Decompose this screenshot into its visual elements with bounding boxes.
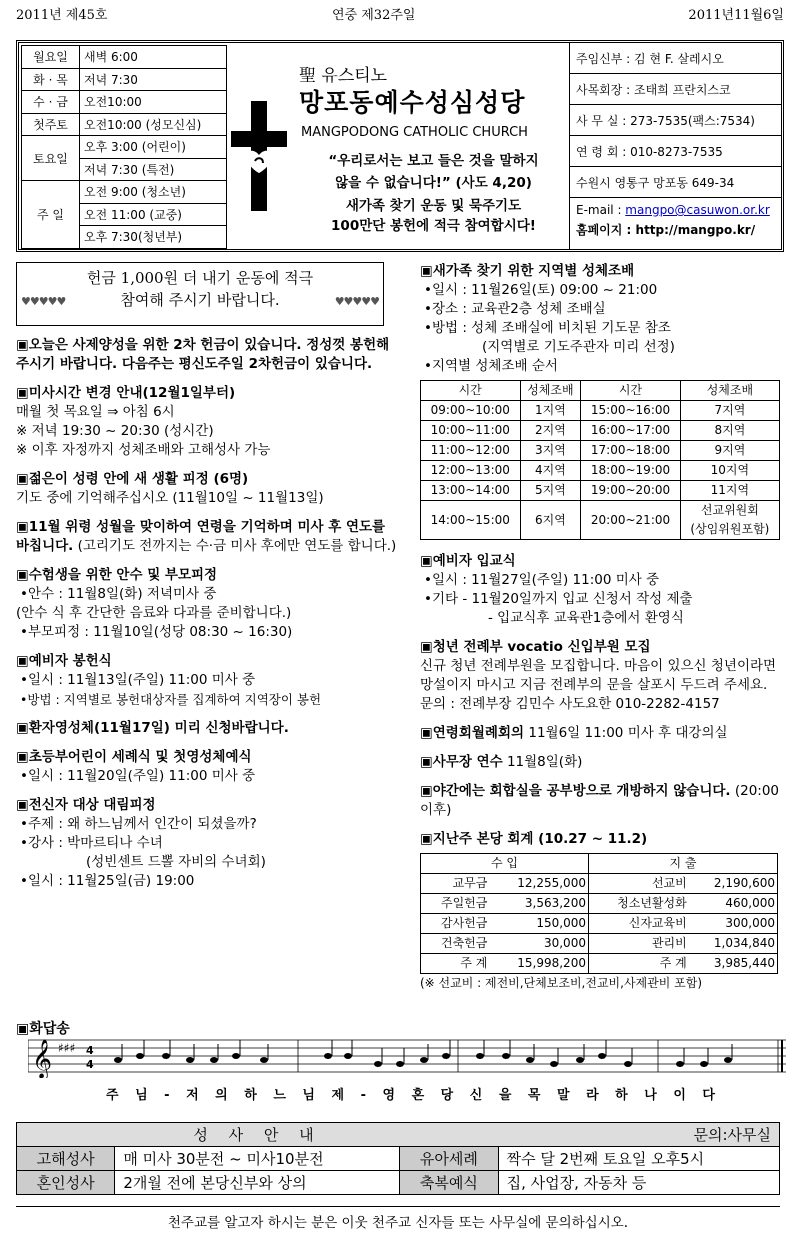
key-signature-icon: ♯♯♯	[58, 1041, 76, 1055]
church-info	[569, 43, 781, 249]
church-patron: 聖 유스티노	[299, 66, 388, 86]
music-note	[374, 1061, 382, 1067]
notice-second-collection	[16, 336, 400, 374]
schedule-time: 오전 9:00 (청소년)	[80, 181, 227, 204]
notice-mass-time-change	[16, 384, 400, 460]
notice-line: 신규 청년 전례부원을 모집합니다. 마음이 있으신 청년이라면 망설이지 마시고 지금 전례부의 문을 살포시 두드려 주세요.	[420, 658, 777, 693]
notice-line: 기도 중에 기억해주십시오 (11월10일 ~ 11월13일)	[16, 490, 324, 506]
time-signature-icon: 4	[86, 1044, 94, 1057]
schedule-day: 수 · 금	[22, 91, 80, 114]
table-header: 지 출	[588, 854, 777, 874]
table-cell: 2,190,600	[689, 874, 778, 894]
table-cell: 2지역	[520, 421, 581, 441]
music-note	[598, 1053, 606, 1059]
notice-accounting	[420, 830, 790, 993]
notice-office-training	[420, 753, 790, 772]
music-note	[344, 1053, 352, 1059]
mass-schedule	[21, 45, 227, 249]
table-cell: 주 계	[588, 954, 688, 974]
table-cell: 20:00~21:00	[581, 501, 681, 540]
office-phone: 사 무 실 : 273-7535(팩스:7534)	[570, 105, 781, 136]
music-note	[502, 1053, 510, 1059]
table-cell: 460,000	[689, 894, 778, 914]
table-cell: 7지역	[680, 401, 779, 421]
notice-heading: ▣ 미사시간 변경 안내(12월1일부터)	[16, 384, 400, 403]
top-bar	[16, 4, 784, 32]
schedule-time: 오후 7:30(청년부)	[80, 226, 227, 249]
notice-heading: ▣ 환자영성체(11월17일) 미리 신청바랍니다.	[16, 719, 400, 738]
notice-line: • 안수 : 11월8일(화) 저녁미사 중	[16, 585, 400, 604]
music-note	[232, 1053, 240, 1059]
church-name: 망포동예수성심성당	[299, 88, 526, 117]
table-cell: 청소년활성화	[588, 894, 688, 914]
notice-line: • 방법 : 성체 조배실에 비치된 기도문 참조	[420, 319, 790, 338]
sacrament-detail: 집, 사업장, 자동차 등	[498, 1171, 779, 1195]
table-row	[421, 894, 778, 914]
donation-line: 참여해 주시기 바랍니다.	[120, 291, 280, 309]
table-cell: 9지역	[680, 441, 779, 461]
table-cell: 09:00~10:00	[421, 401, 521, 421]
schedule-time: 저녁 7:30 (특전)	[80, 158, 227, 181]
notice-line: • 장소 : 교육관2층 성체 조배실	[420, 300, 790, 319]
table-cell: 교무금	[421, 874, 490, 894]
notice-heading: ▣ 사무장 연수	[420, 754, 503, 770]
notice-heading: ▣ 젊은이 성령 안에 새 생활 피정 (6명)	[16, 470, 400, 489]
music-note	[162, 1053, 170, 1059]
right-column	[420, 262, 790, 993]
table-cell: 12:00~13:00	[421, 461, 521, 481]
church-address: 수원시 영통구 망포동 649-34	[570, 167, 781, 198]
quote-line: 않을 수 없습니다!” (사도 4,20)	[335, 175, 532, 191]
schedule-day: 첫주토	[22, 113, 80, 136]
notice-line: • 일시 : 11월27일(주일) 11:00 미사 중	[420, 571, 790, 590]
music-note	[186, 1057, 194, 1063]
notice-exam-blessing	[16, 566, 400, 642]
table-cell: 16:00~17:00	[581, 421, 681, 441]
music-note	[550, 1061, 558, 1067]
footer-note: 천주교를 알고자 하시는 분은 이웃 천주교 신자들 또는 사무실에 문의하십시오.	[16, 1206, 780, 1231]
table-header: 시간	[421, 381, 521, 401]
church-logo-block	[231, 53, 573, 253]
schedule-time: 저녁 7:30	[80, 68, 227, 91]
table-header: 성체조배	[680, 381, 779, 401]
notice-heading: ▣ 야간에는 회합실을 공부방으로 개방하지 않습니다.	[420, 783, 731, 799]
table-row	[421, 441, 780, 461]
donation-notice	[16, 262, 384, 326]
table-cell: 13:00~14:00	[421, 481, 521, 501]
notice-line: • 일시 : 11월20일(주일) 11:00 미사 중	[16, 767, 400, 786]
table-cell: 5지역	[520, 481, 581, 501]
accounting-table	[420, 853, 778, 974]
left-column	[16, 262, 400, 891]
scripture-quote	[291, 150, 576, 194]
table-row	[421, 461, 780, 481]
schedule-day: 월요일	[22, 46, 80, 69]
table-cell: 14:00~15:00	[421, 501, 521, 540]
sacrament-detail: 짝수 달 2번째 토요일 오후5시	[498, 1147, 779, 1171]
hymn-title: ▣ 화답송	[16, 1018, 70, 1038]
notice-heading: ▣ 11월 위령 성월을 맞이하여 연령을 기억하며 미사 후 연도를 바칩니다.	[16, 519, 385, 554]
table-row	[421, 874, 778, 894]
notice-catechumen-entry	[420, 552, 790, 628]
table-row	[421, 954, 778, 974]
notice-line: • 일시 : 11월13일(주일) 11:00 미사 중	[16, 671, 400, 690]
music-note	[676, 1061, 684, 1067]
hearts-icon: ♥♥♥♥♥	[334, 295, 379, 308]
table-cell: 19:00~20:00	[581, 481, 681, 501]
liturgical-week: 연중 제32주일	[332, 8, 416, 23]
issue-number: 2011년 제45호	[16, 8, 108, 23]
notice-heading: ▣ 전신자 대상 대림피정	[16, 796, 400, 815]
schedule-time: 오후 3:00 (어린이)	[80, 136, 227, 159]
table-cell: 1지역	[520, 401, 581, 421]
table-row	[421, 481, 780, 501]
table-cell: 30,000	[489, 934, 588, 954]
table-header: 수 입	[421, 854, 589, 874]
notice-line: (고리기도 전까지는 수·금 미사 후에만 연도를 합니다.)	[73, 538, 397, 554]
notice-line: • 기타 - 11월20일까지 입교 신청서 작성 제출	[420, 590, 790, 609]
notice-line: • 주제 : 왜 하느님께서 인간이 되셨을까?	[16, 815, 400, 834]
music-note	[420, 1057, 428, 1063]
table-cell: 8지역	[680, 421, 779, 441]
schedule-time: 오전 11:00 (교중)	[80, 203, 227, 226]
sacrament-name: 축복예식	[400, 1171, 498, 1195]
table-cell: 건축헌금	[421, 934, 490, 954]
music-note	[442, 1053, 450, 1059]
notice-line: 문의 : 전례부장 김민수 사도요한 010-2282-4157	[420, 696, 720, 712]
president-info: 사목회장 : 조태희 프란치스코	[570, 74, 781, 105]
notice-advent-retreat	[16, 796, 400, 891]
treble-clef-icon: 𝄞	[32, 1039, 53, 1078]
notice-heading: ▣ 새가족 찾기 위한 지역별 성체조배	[420, 262, 790, 281]
hearts-icon: ♥♥♥♥♥	[21, 295, 66, 308]
sacred-heart-cross-icon	[231, 101, 287, 211]
svg-text:4: 4	[86, 1058, 94, 1071]
notice-heading: ▣ 예비자 입교식	[420, 552, 790, 571]
schedule-day: 주 일	[22, 181, 80, 249]
music-note	[724, 1057, 732, 1063]
table-header: 시간	[581, 381, 681, 401]
music-note	[576, 1057, 584, 1063]
email-link[interactable]: mangpo@casuwon.or.kr	[625, 203, 770, 217]
music-note	[136, 1053, 144, 1059]
table-cell: 15,998,200	[489, 954, 588, 974]
notice-line: ※ 저녁 19:30 ~ 20:30 (성시간)	[16, 423, 214, 439]
table-cell: 신자교육비	[588, 914, 688, 934]
campaign-line: 100만단 봉헌에 적극 참여합시다!	[331, 218, 536, 234]
sacraments-title: 성 사 안 내	[17, 1123, 499, 1147]
music-note	[476, 1053, 484, 1059]
notice-line: • 강사 : 박마르티나 수녀	[16, 834, 400, 853]
notice-line: • 일시 : 11월26일(토) 09:00 ~ 21:00	[420, 281, 790, 300]
notice-catechumen-offering	[16, 652, 400, 709]
table-cell: 1,034,840	[689, 934, 778, 954]
table-cell: 3지역	[520, 441, 581, 461]
table-cell: 10지역	[680, 461, 779, 481]
music-note	[210, 1057, 218, 1063]
email-label: E-mail :	[576, 203, 626, 217]
table-row	[421, 401, 780, 421]
notice-vocatio	[420, 638, 790, 714]
music-note	[324, 1053, 332, 1059]
table-cell: 300,000	[689, 914, 778, 934]
homepage-link[interactable]: 홈페이지 : http://mangpo.kr/	[576, 223, 756, 237]
notice-study-room	[420, 782, 790, 820]
schedule-time: 새벽 6:00	[80, 46, 227, 69]
hymn-lyrics: 주 님 - 저 의 하 느 님 제 - 영 혼 당 신 을 목 말 라 하 나 이 다	[106, 1088, 721, 1103]
online-contact	[570, 198, 781, 242]
schedule-time: 오전10:00 (성모신심)	[80, 113, 227, 136]
table-cell: 15:00~16:00	[581, 401, 681, 421]
notice-line: (지역별로 기도주관자 미리 선정)	[482, 339, 675, 355]
music-note	[700, 1061, 708, 1067]
funeral-contact: 연 령 회 : 010-8273-7535	[570, 136, 781, 167]
table-cell: 감사헌금	[421, 914, 490, 934]
schedule-day: 토요일	[22, 136, 80, 181]
notice-line: (성빈센트 드뽈 자비의 수녀회)	[86, 854, 266, 870]
table-cell: 4지역	[520, 461, 581, 481]
notice-children-baptism	[16, 748, 400, 786]
music-note	[396, 1061, 404, 1067]
accounting-note: (※ 선교비 : 제전비,단체보조비,전교비,사제관비 포함)	[420, 976, 703, 990]
campaign-text	[291, 196, 576, 236]
table-cell: 12,255,000	[489, 874, 588, 894]
sacrament-name: 혼인성사	[17, 1171, 115, 1195]
table-cell: 18:00~19:00	[581, 461, 681, 481]
notice-heading: ▣ 수험생을 위한 안수 및 부모피정	[16, 566, 400, 585]
campaign-line: 새가족 찾기 운동 및 묵주기도	[345, 198, 522, 214]
issue-date: 2011년11월6일	[688, 8, 784, 23]
table-cell: 관리비	[588, 934, 688, 954]
table-row	[421, 421, 780, 441]
notice-line: ※ 이후 자정까지 성체조배와 고해성사 가능	[16, 442, 271, 458]
table-cell: 11지역	[680, 481, 779, 501]
table-cell: 3,563,200	[489, 894, 588, 914]
sacraments-guide	[16, 1122, 780, 1195]
notice-funeral-meeting	[420, 724, 790, 743]
table-cell: 3,985,440	[689, 954, 778, 974]
notice-memorial-month	[16, 518, 400, 556]
sacrament-detail: 매 미사 30분전 ~ 미사10분전	[115, 1147, 400, 1171]
notice-line: (20:00 이후)	[420, 783, 780, 818]
notice-line: • 일시 : 11월25일(금) 19:00	[16, 872, 400, 891]
table-cell: 150,000	[489, 914, 588, 934]
church-english-name: MANGPODONG CATHOLIC CHURCH	[301, 125, 528, 140]
header	[16, 40, 784, 252]
table-cell: 주 계	[421, 954, 490, 974]
notice-heading: ▣ 청년 전례부 vocatio 신입부원 모집	[420, 638, 790, 657]
notice-line: • 부모피정 : 11월10일(성당 08:30 ~ 16:30)	[16, 623, 400, 642]
table-row	[421, 934, 778, 954]
music-note	[260, 1057, 268, 1063]
music-note	[114, 1057, 122, 1063]
notice-line: • 방법 : 지역별로 봉헌대상자를 집계하여 지역장이 봉헌	[16, 690, 400, 709]
schedule-time: 오전10:00	[80, 91, 227, 114]
sacrament-name: 고해성사	[17, 1147, 115, 1171]
table-cell: 11:00~12:00	[421, 441, 521, 461]
notice-line: • 지역별 성체조배 순서	[420, 357, 790, 376]
sacrament-name: 유아세례	[400, 1147, 498, 1171]
table-header: 성체조배	[520, 381, 581, 401]
notice-line: 매월 첫 목요일 ⇒ 아침 6시	[16, 404, 175, 420]
notice-line: (안수 식 후 간단한 음료와 다과를 준비합니다.)	[16, 605, 292, 621]
table-cell: 10:00~11:00	[421, 421, 521, 441]
sacraments-contact: 문의:사무실	[498, 1123, 779, 1147]
table-cell: 17:00~18:00	[581, 441, 681, 461]
notice-heading: ▣ 예비자 봉헌식	[16, 652, 400, 671]
music-note	[526, 1057, 534, 1063]
notice-line: - 입교식후 교육관1층에서 환영식	[488, 610, 684, 626]
notice-youth-retreat	[16, 470, 400, 508]
notice-adoration	[420, 262, 790, 540]
responsorial-psalm	[16, 1018, 786, 1118]
notice-heading: ▣ 연령회월례회의	[420, 725, 524, 741]
notice-line: 11월8일(화)	[502, 754, 583, 770]
quote-line: “우리로서는 보고 들은 것을 말하지	[328, 153, 539, 169]
pastor-info: 주임신부 : 김 현 F. 살레시오	[570, 43, 781, 74]
music-staff	[28, 1034, 786, 1078]
table-row	[421, 914, 778, 934]
table-row	[421, 501, 780, 540]
music-notes	[114, 1040, 732, 1067]
table-cell: 선교위원회 (상임위원포함)	[680, 501, 779, 540]
notice-line: 11월6일 11:00 미사 후 대강의실	[524, 725, 728, 741]
notice-heading: ▣ 오늘은 사제양성을 위한 2차 헌금이 있습니다. 정성껏 봉헌해 주시기 바랍니다. 다음주는 평신도주일 2차헌금이 있습니다.	[16, 336, 400, 374]
table-cell: 6지역	[520, 501, 581, 540]
schedule-day: 화 · 목	[22, 68, 80, 91]
music-note	[624, 1061, 632, 1067]
notice-sick-communion	[16, 719, 400, 738]
table-cell: 주일헌금	[421, 894, 490, 914]
donation-line: 헌금 1,000원 더 내기 운동에 적극	[86, 269, 314, 287]
sacrament-detail: 2개월 전에 본당신부와 상의	[115, 1171, 400, 1195]
notice-heading: ▣ 초등부어린이 세례식 및 첫영성체예식	[16, 748, 400, 767]
table-cell: 선교비	[588, 874, 688, 894]
adoration-table	[420, 380, 780, 540]
notice-heading: ▣ 지난주 본당 회계 (10.27 ~ 11.2)	[420, 830, 790, 849]
